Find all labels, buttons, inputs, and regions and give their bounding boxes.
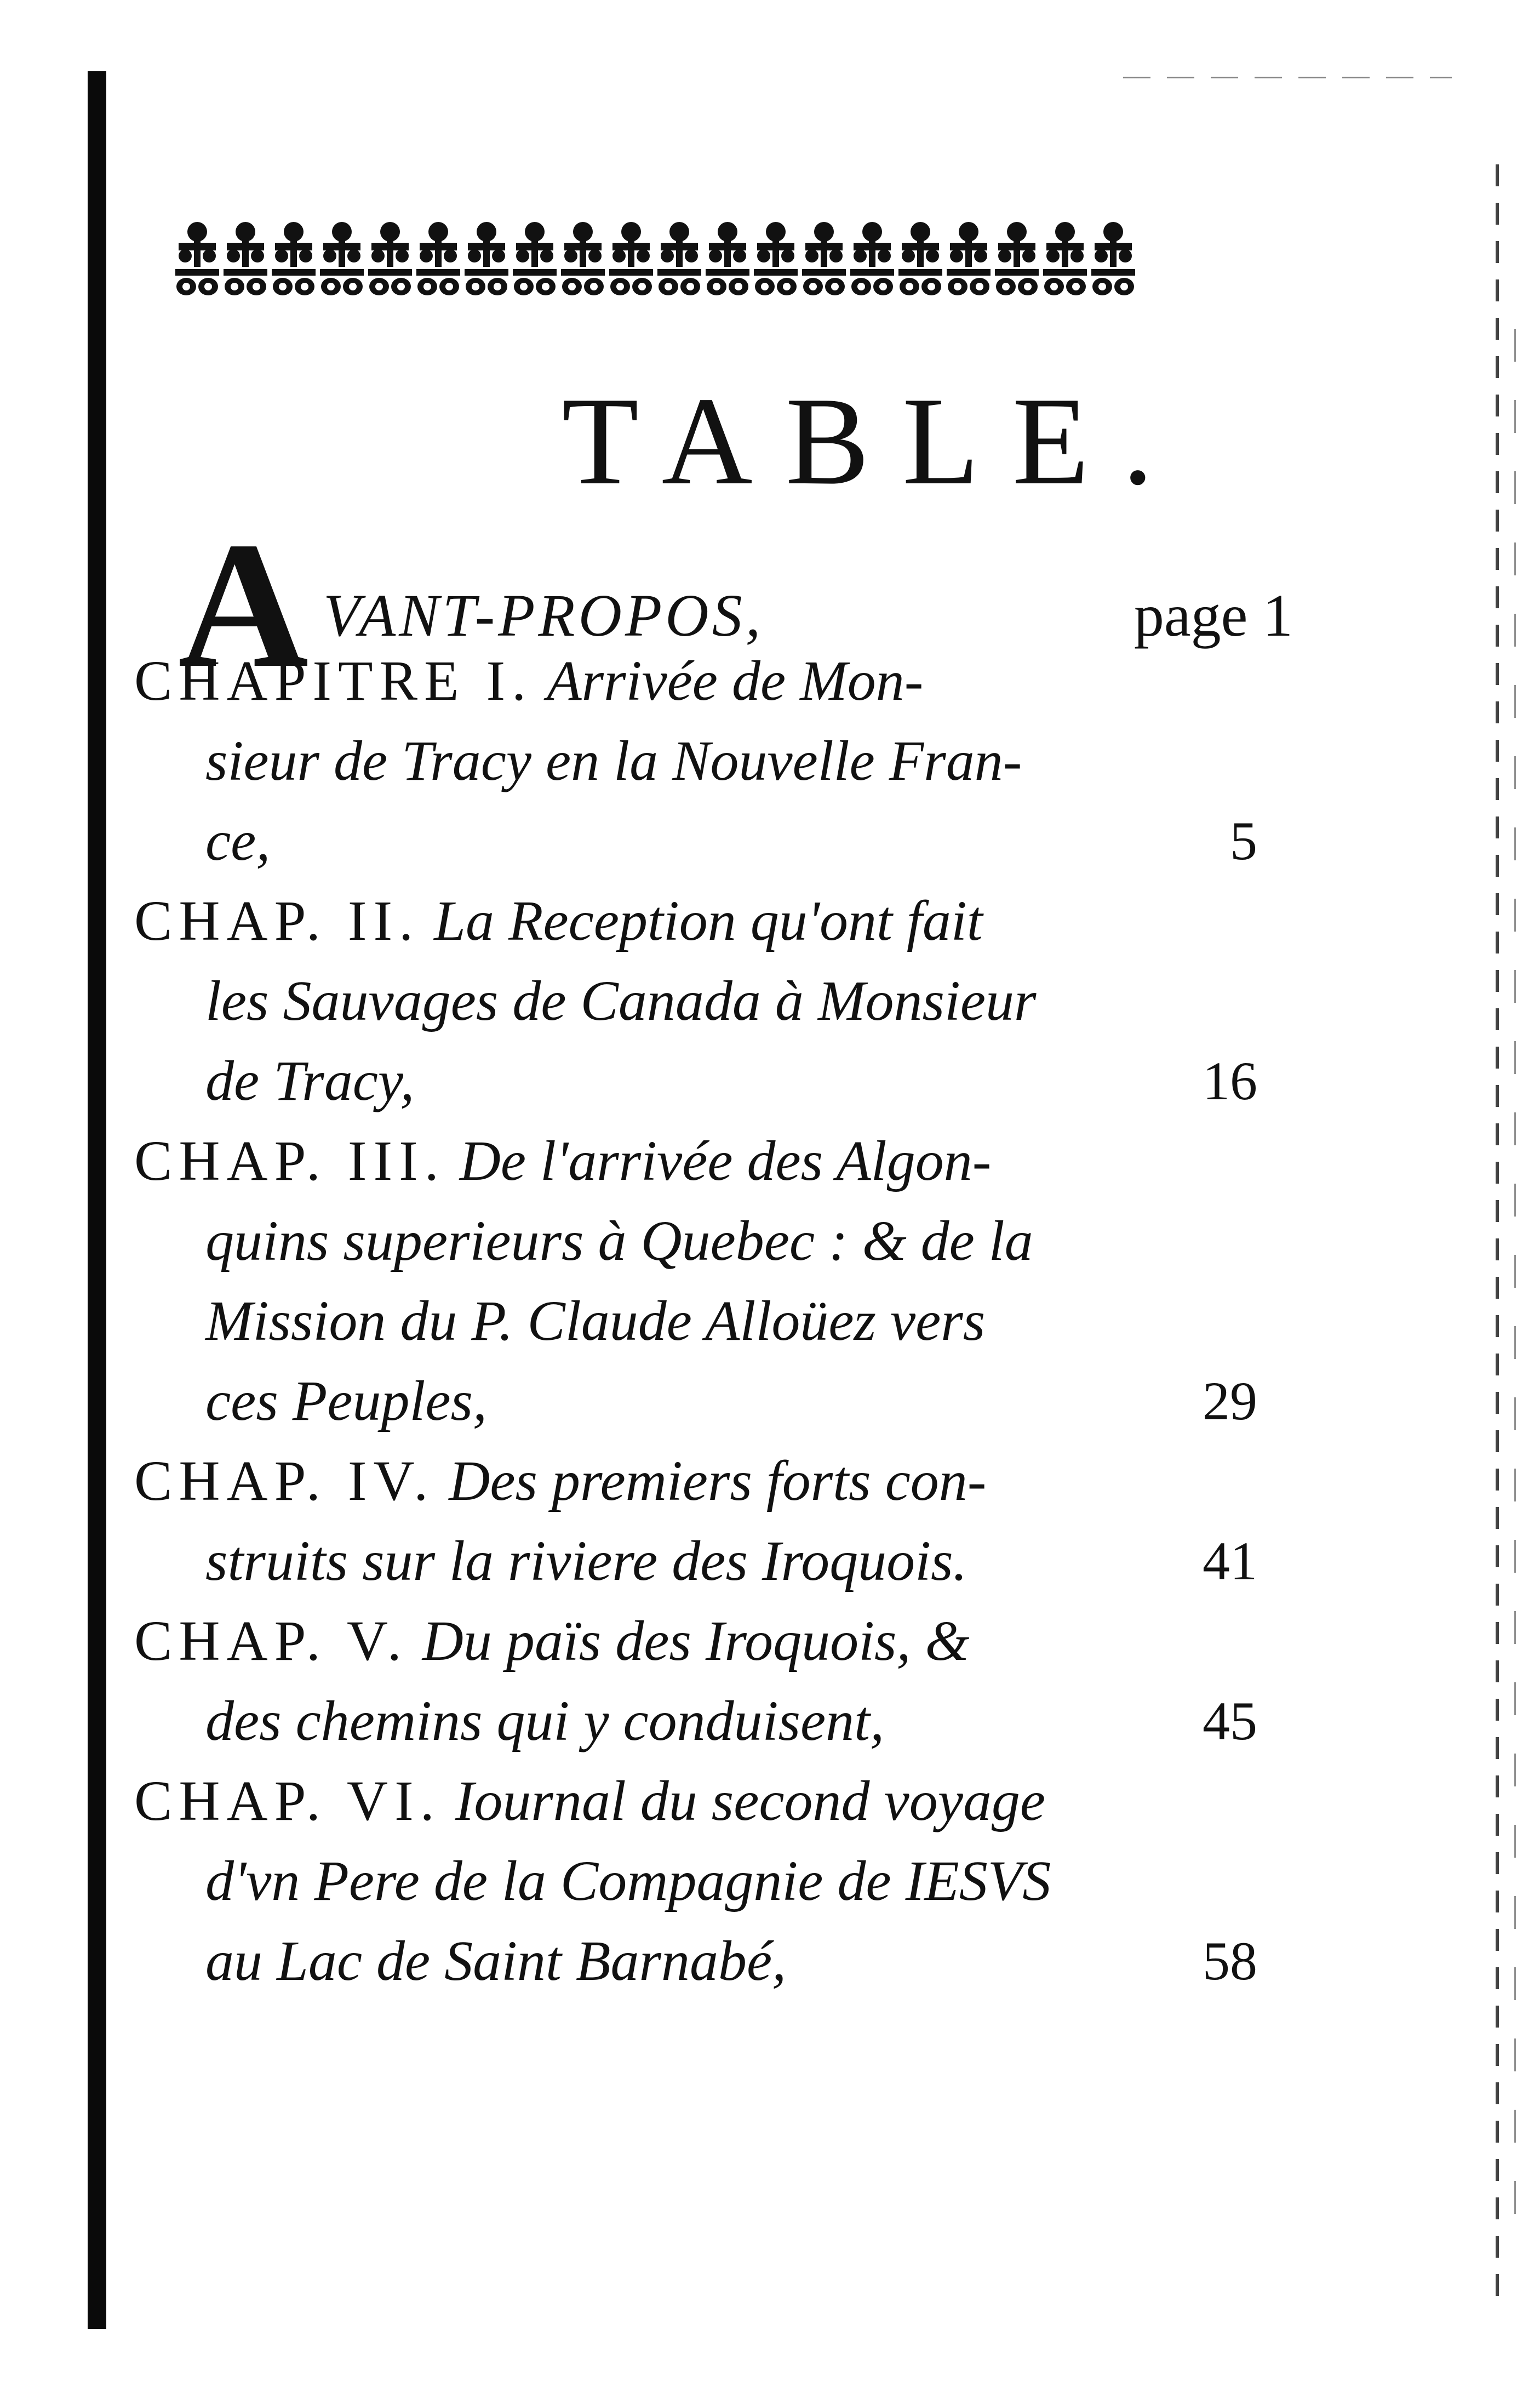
- chapter-title-line: ce,: [205, 809, 271, 872]
- chapter-label: CHAP. IV.: [134, 1449, 435, 1512]
- chapter-page-number: 16: [1203, 1050, 1257, 1111]
- toc-entry-line: [134, 1681, 1257, 1761]
- chapter-title-line: Des premiers forts con-: [449, 1449, 987, 1512]
- chapter-label: CHAP. II.: [134, 889, 420, 952]
- chapter-label: CHAP. III.: [134, 1129, 445, 1192]
- page-heading: TABLE.: [562, 371, 1187, 511]
- toc-entry-line: [134, 1441, 1175, 1521]
- chapter-title-line: La Reception qu'ont fait: [434, 889, 983, 952]
- toc-entry-line: [134, 1521, 1257, 1601]
- page-edge-top: [1123, 77, 1452, 78]
- chapter-title-line: d'vn Pere de la Compagnie de IESVS: [205, 1849, 1051, 1912]
- toc-entry-line: [134, 1921, 1257, 2001]
- chapter-page-number: 58: [1203, 1931, 1257, 1991]
- chapter-page-number: 41: [1203, 1531, 1257, 1591]
- toc-entry-title: VANT-PROPOS,: [323, 582, 764, 649]
- toc-entry-chapter-2: [134, 881, 1257, 1121]
- toc-entry-chapter-5: [134, 1601, 1257, 1761]
- table-of-contents: [134, 505, 1293, 2001]
- toc-entry-chapter-6: [134, 1761, 1257, 2001]
- chapter-title-line: Du païs des Iroquois, &: [422, 1609, 970, 1672]
- toc-entry-chapter-3: [134, 1121, 1257, 1441]
- chapter-title-line: quins superieurs à Quebec : & de la: [205, 1209, 1033, 1272]
- chapter-title-line: les Sauvages de Canada à Monsieur: [205, 969, 1037, 1032]
- toc-entry-line: [134, 641, 1175, 721]
- fleuron-ornament-band: [175, 216, 1167, 304]
- chapter-title-line: des chemins qui y conduisent,: [205, 1689, 885, 1752]
- toc-entry-line: [134, 1041, 1257, 1121]
- binding-gutter: [88, 71, 106, 2329]
- chapter-title-line: struits sur la riviere des Iroquois.: [205, 1529, 967, 1592]
- chapter-label: CHAPITRE I.: [134, 649, 533, 712]
- chapter-title-line: De l'arrivée des Algon-: [459, 1129, 992, 1192]
- chapter-page-number: 5: [1230, 810, 1257, 871]
- toc-entry-page: page 1: [1133, 582, 1293, 649]
- chapter-label: CHAP. V.: [134, 1609, 408, 1672]
- toc-entry-line: [134, 1121, 1175, 1201]
- chapter-title-line: Iournal du second voyage: [455, 1769, 1046, 1832]
- chapter-title-line: sieur de Tracy en la Nouvelle Fran-: [205, 729, 1022, 792]
- toc-entry-chapter-4: [134, 1441, 1257, 1601]
- toc-entry-line: [134, 801, 1257, 881]
- chapter-title-line: de Tracy,: [205, 1049, 415, 1112]
- chapter-title-line: au Lac de Saint Barnabé,: [205, 1929, 787, 1992]
- chapter-page-number: 45: [1203, 1691, 1257, 1751]
- chapter-title-line: ces Peuples,: [205, 1369, 488, 1432]
- toc-entry-chapter-1: [134, 641, 1257, 881]
- chapter-title-line: Mission du P. Claude Alloüez vers: [205, 1289, 986, 1352]
- chapter-page-number: 29: [1203, 1371, 1257, 1431]
- page-edge-right: [1496, 164, 1499, 2302]
- toc-entry-line: [134, 1361, 1257, 1441]
- chapter-title-line: Arrivée de Mon-: [547, 649, 924, 712]
- toc-entry-line: [134, 1761, 1175, 1841]
- toc-entry-line: [134, 881, 1175, 961]
- toc-entry-line: [134, 1601, 1175, 1681]
- page-edge-right-secondary: [1514, 329, 1516, 2247]
- drop-cap: A: [178, 505, 309, 705]
- chapter-label: CHAP. VI.: [134, 1769, 441, 1832]
